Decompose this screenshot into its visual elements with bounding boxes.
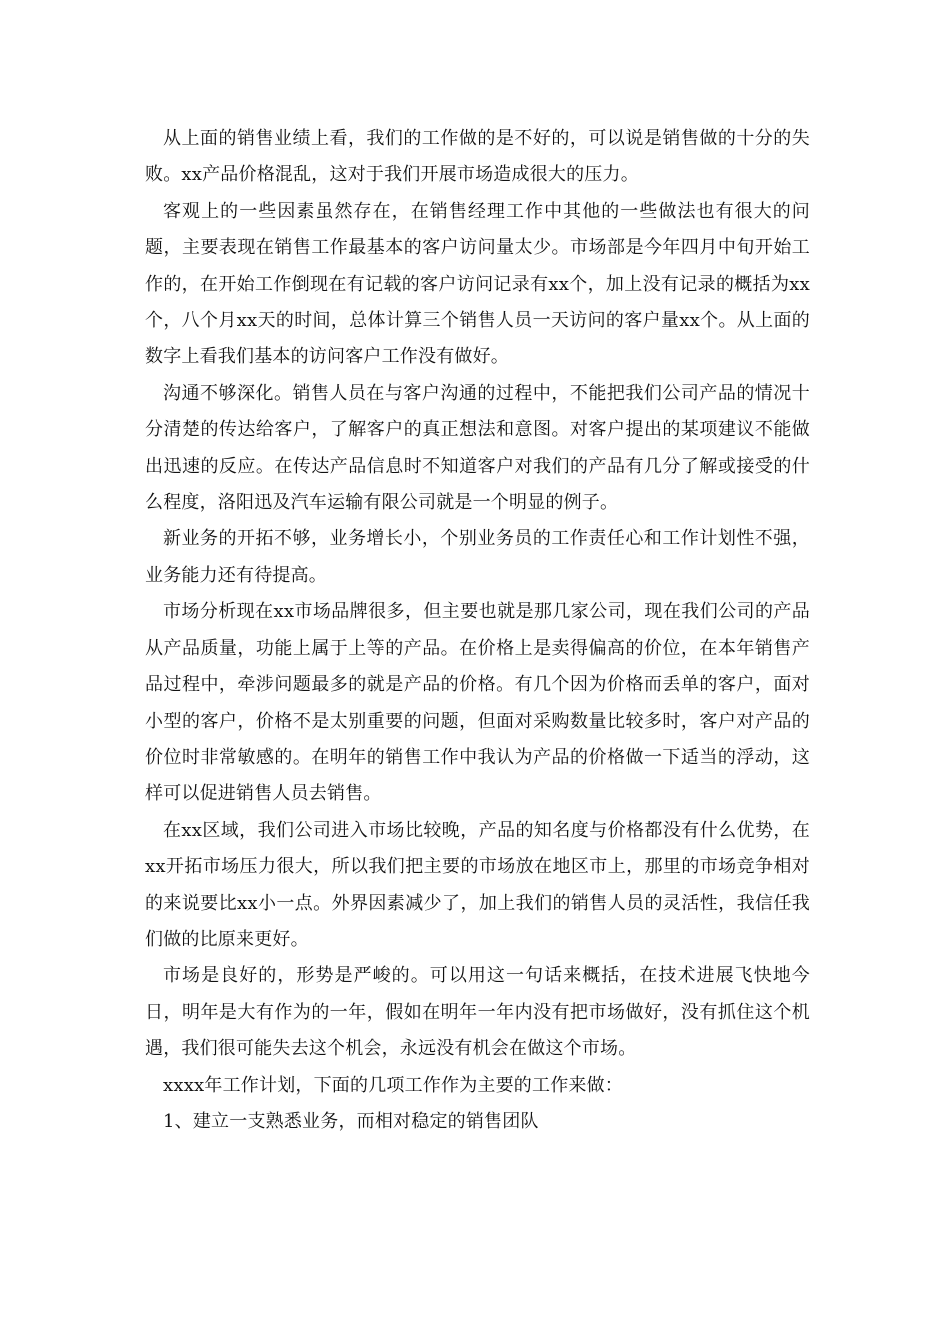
paragraph-regional-market: 在xx区域，我们公司进入市场比较晚，产品的知名度与价格都没有什么优势，在xx开拓市场压力很大，所以我们把主要的市场放在地区市上，那里的市场竞争相对的来说要比xx小一点。外界因素减少了，加上我们的销售人员的灵活性，我信任我们做的比原来更好。 (145, 819, 810, 950)
paragraph-new-business: 新业务的开拓不够，业务增长小，个别业务员的工作责任心和工作计划性不强，业务能力还有待提高。 (145, 528, 810, 586)
paragraph-customer-visits: 客观上的一些因素虽然存在，在销售经理工作中其他的一些做法也有很大的问题，主要表现在销售工作最基本的客户访问量太少。市场部是今年四月中旬开始工作的，在开始工作倒现在有记载的客户访问记录有xx个，加上没有记录的概括为xx个，八个月xx天的时间，总体计算三个销售人员一天访问的客户量xx个。从上面的数字上看我们基本的访问客户工作没有做好。 (145, 200, 810, 368)
paragraph-market-outlook: 市场是良好的，形势是严峻的。可以用这一句话来概括，在技术进展飞快地今日，明年是大有作为的一年，假如在明年一年内没有把市场做好，没有抓住这个机遇，我们很可能失去这个机会，永远没有机会在做这个市场。 (145, 965, 810, 1060)
paragraph-communication: 沟通不够深化。销售人员在与客户沟通的过程中，不能把我们公司产品的情况十分清楚的传达给客户，了解客户的真正想法和意图。对客户提出的某项建议不能做出迅速的反应。在传达产品信息时不知道客户对我们的产品有几分了解或接受的什么程度，洛阳迅及汽车运输有限公司就是一个明显的例子。 (145, 382, 810, 514)
paragraph-plan-item-1: 1、建立一支熟悉业务，而相对稳定的销售团队 (163, 1110, 539, 1132)
paragraph-market-analysis: 市场分析现在xx市场品牌很多，但主要也就是那几家公司，现在我们公司的产品从产品质量，功能上属于上等的产品。在价格上是卖得偏高的价位，在本年销售产品过程中，牵涉问题最多的就是产品的价格。有几个因为价格而丢单的客户，面对小型的客户，价格不是太别重要的问题，但面对采购数量比较多时，客户对产品的价位时非常敏感的。在明年的销售工作中我认为产品的价格做一下适当的浮动，这样可以促进销售人员去销售。 (145, 601, 810, 805)
paragraph-work-plan-intro: xxxx年工作计划，下面的几项工作作为主要的工作来做： (163, 1074, 624, 1096)
document-body (145, 121, 810, 1140)
paragraph-sales-performance: 从上面的销售业绩上看，我们的工作做的是不好的，可以说是销售做的十分的失败。xx产品价格混乱，这对于我们开展市场造成很大的压力。 (145, 128, 810, 186)
